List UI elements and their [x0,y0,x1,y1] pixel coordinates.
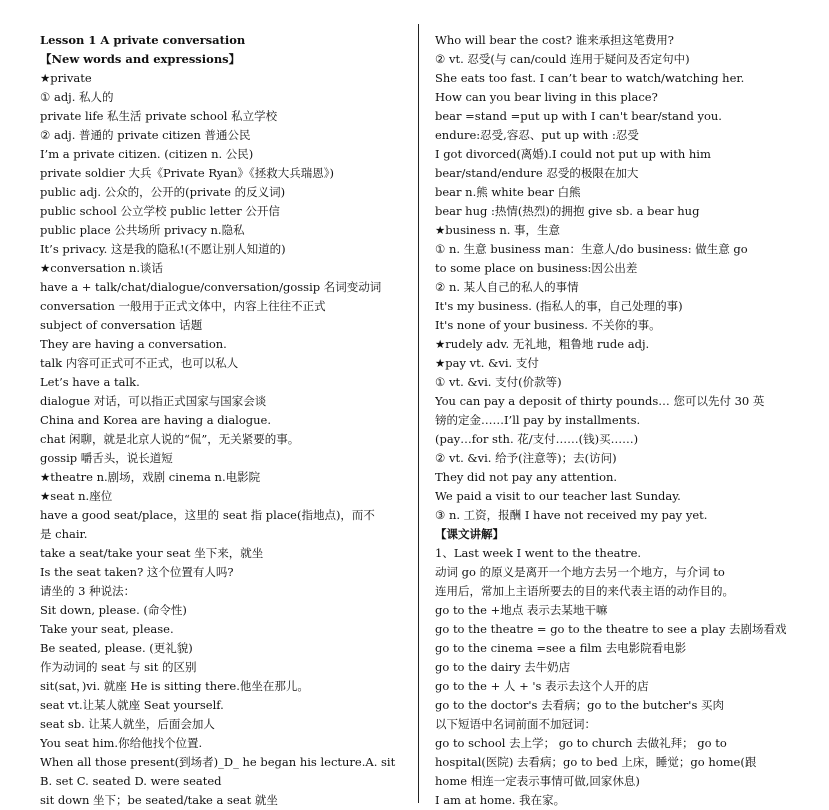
text-line: to some place on business:因公出差 [435,261,638,275]
text-line: ★pay vt. &vi. 支付 [435,356,539,370]
text-line: B. set C. seated D. were seated [40,774,222,788]
text-line: private life 私生活 private school 私立学校 [40,109,278,123]
text-line: gossip 嚼舌头，说长道短 [40,451,173,465]
text-line: ★rudely adv. 无礼地，粗鲁地 rude adj. [435,337,650,351]
text-line: They are having a conversation. [40,337,227,351]
text-line: 请坐的 3 种说法： [40,584,136,598]
text-line: Be seated, please. (更礼貌) [40,641,193,655]
text-line: Let’s have a talk. [40,375,140,389]
text-line: 【课文讲解】 [435,527,504,541]
text-line: endure:忍受,容忍、put up with :忍受 [435,128,639,142]
text-line: take a seat/take your seat 坐下来，就坐 [40,546,264,560]
text-line: ① vt. &vi. 支付(价款等) [435,375,562,389]
text-line: When all those present(到场者)_D_ he began his lecture.A. sit [40,755,396,769]
text-line: go to the + 人 + 's 表示去这个人开的店 [435,679,649,693]
text-line: 镑的定金……I’ll pay by installments. [435,413,641,427]
text-line: go to the theatre = go to the theatre to see a play 去剧场看戏 [435,622,787,636]
text-line: (pay…for sth. 花/支付……(钱)买……) [435,432,639,446]
text-line: ② vt. &vi. 给予(注意等)；去(访问) [435,451,617,465]
text-line: 【New words and expressions】 [40,52,241,66]
text-line: Take your seat, please. [40,622,174,636]
text-line: Who will bear the cost? 谁来承担这笔费用? [435,33,674,47]
text-line: conversation 一般用于正式文体中，内容上往往不正式 [40,299,326,313]
text-line: ③ n. 工资，报酬 I have not received my pay yet. [435,508,708,522]
text-line: Is the seat taken? 这个位置有人吗? [40,565,234,579]
text-line: go to the dairy 去牛奶店 [435,660,571,674]
column-divider [418,24,419,803]
text-line: How can you bear living in this place? [435,90,658,104]
text-line: seat vt.让某人就座 Seat yourself. [40,698,224,712]
text-line: ② vt. 忍受(与 can/could 连用于疑问及否定句中) [435,52,690,66]
text-line: talk 内容可正式可不正式，也可以私人 [40,356,239,370]
text-line: Lesson 1 A private conversation [40,33,246,47]
text-line: You can pay a deposit of thirty pounds… 您可以先付 30 英 [435,394,765,408]
text-line: ② adj. 普通的 private citizen 普通公民 [40,128,251,142]
text-line: ★conversation n.谈话 [40,261,163,275]
text-line: home 相连一定表示事情可做,回家休息) [435,774,640,788]
text-line: 以下短语中名词前面不加冠词： [435,717,596,731]
text-line: sit down 坐下；be seated/take a seat 就坐 [40,793,278,807]
text-line: bear/stand/endure 忍受的极限在加大 [435,166,639,180]
text-line: China and Korea are having a dialogue. [40,413,272,427]
text-line: 是 chair. [40,527,88,541]
text-line: 动词 go 的原义是离开一个地方去另一个地方，与介词 to [435,565,725,579]
text-line: go to school 去上学； go to church 去做礼拜； go to [435,736,727,750]
text-line: sit(sat，)vi. 就座 He is sitting there.他坐在那儿。 [40,679,309,693]
text-line: private soldier 大兵《Private Ryan》《拯救大兵瑞恩》) [40,166,335,180]
text-line: ★seat n.座位 [40,489,113,503]
text-line: go to the +地点 表示去某地干嘛 [435,603,608,617]
text-line: It’s privacy. 这是我的隐私!(不愿让别人知道的) [40,242,286,256]
text-line: public adj. 公众的，公开的(private 的反义词) [40,185,286,199]
text-line: She eats too fast. I can’t bear to watch/watching her. [435,71,745,85]
text-line: ② n. 某人自己的私人的事情 [435,280,579,294]
text-line: They did not pay any attention. [435,470,618,484]
text-line: ① adj. 私人的 [40,90,114,104]
text-line: ★theatre n.剧场，戏剧 cinema n.电影院 [40,470,261,484]
text-line: 连用后，常加上主语所要去的目的来代表主语的动作目的。 [435,584,734,598]
text-line: have a good seat/place，这里的 seat 指 place(指地点)，而不 [40,508,375,522]
text-line: bear hug :热情(热烈)的拥抱 give sb. a bear hug [435,204,700,218]
text-line: chat 闲聊，就是北京人说的“侃”，无关紧要的事。 [40,432,300,446]
text-line: It's none of your business. 不关你的事。 [435,318,661,332]
text-line: go to the doctor's 去看病；go to the butcher's 买肉 [435,698,725,712]
text-line: bear n.熊 white bear 白熊 [435,185,581,199]
text-line: We paid a visit to our teacher last Sunday. [435,489,681,503]
text-line: subject of conversation 话题 [40,318,203,332]
text-line: ① n. 生意 business man：生意人/do business: 做生意 go [435,242,748,256]
text-line: public school 公立学校 public letter 公开信 [40,204,280,218]
left-column [40,31,406,810]
text-line: I got divorced(离婚).I could not put up with him [435,147,711,161]
text-line: You seat him.你给他找个位置. [40,736,203,750]
text-line: 1、Last week I went to the theatre. [435,546,642,560]
text-line: Sit down, please. (命令性) [40,603,187,617]
text-line: I’m a private citizen. (citizen n. 公民) [40,147,254,161]
text-line: public place 公共场所 privacy n.隐私 [40,223,245,237]
text-line: bear =stand =put up with I can't bear/stand you. [435,109,722,123]
text-line: dialogue 对话，可以指正式国家与国家会谈 [40,394,267,408]
text-line: go to the cinema =see a film 去电影院看电影 [435,641,687,655]
text-line: hospital(医院) 去看病；go to bed 上床，睡觉；go home(跟 [435,755,757,769]
text-line: ★private [40,71,92,85]
text-line: seat sb. 让某人就坐，后面会加人 [40,717,215,731]
right-column [435,31,801,810]
text-line: I am at home. 我在家。 [435,793,566,807]
text-line: It's my business. (指私人的事，自己处理的事) [435,299,683,313]
text-line: 作为动词的 seat 与 sit 的区别 [40,660,197,674]
text-line: ★business n. 事，生意 [435,223,561,237]
text-line: have a + talk/chat/dialogue/conversation/gossip 名词变动词 [40,280,382,294]
